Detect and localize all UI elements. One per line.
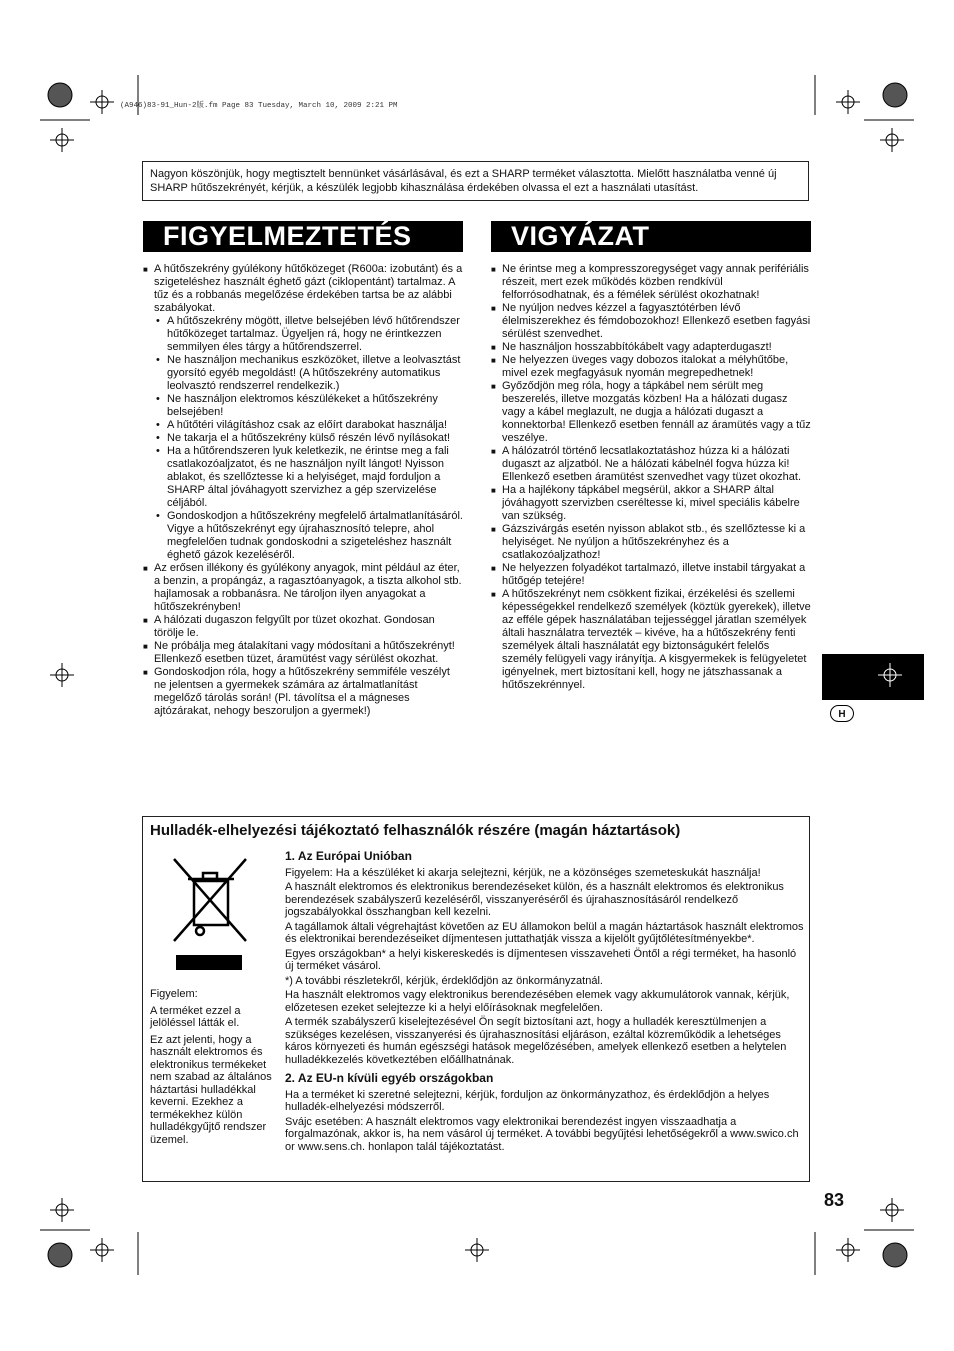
tab-register-mark bbox=[822, 654, 924, 700]
warning-subitem: • A hűtőszekrény mögött, illetve belsejében lévő hűtőrendszer hűtőközeget tartalmaz. Ügyeljen rá, hogy ne érintkezzen semmilyen éles tárgy a hűtőrendszerrel. bbox=[156, 315, 463, 354]
warning-subitem: • Gondoskodjon a hűtőszekrény megfelelő ártalmatlanításáról. Vigye a hűtőszekrényt egy újrahasznosító telepre, ahol megfelelően tudnak gondoskodni a szigeteléshez használt éghető gázok kezeléséről. bbox=[156, 510, 463, 562]
section2-para: Ha a terméket ki szeretné selejtezni, kérjük, forduljon az önkormányzathoz, és érdeklődjön a helyes hulladék-elhelyezési módszerről. bbox=[285, 1088, 770, 1113]
side-para: A terméket ezzel a jelöléssel látták el. bbox=[150, 1004, 241, 1029]
warning-item: ■ Gondoskodjon róla, hogy a hűtőszekrény semmiféle veszélyt ne jelentsen a gyermekek számára az ártalmatlanítást megelőző tárolás során! (Pl. távolítsa el a mágneses ajtózárakat, nehogy beszoruljon a gyermek!) bbox=[143, 666, 463, 718]
warning-item: ■ A hűtőszekrény gyúlékony hűtőközeget (R600a: izobutánt) és a szigeteléshez használt éghető gázt (ciklopentánt) tartalmaz. A tűz és a robbanás megelőzése érdekében tartsa be az alábbi szabályokat. bbox=[143, 263, 463, 315]
caution-banner: VIGYÁZAT bbox=[491, 221, 811, 252]
caution-item: ■ Ne nyúljon nedves kézzel a fagyasztótérben lévő élelmiszerekhez és fémdobozokhoz! Ellenkező esetben fagyási sérülést szenvedhet. bbox=[491, 302, 811, 341]
section1-para: Ha használt elektromos vagy elektronikus berendezésében elemek vagy akkumulátorok vannak, kérjük, előzetesen ezeket selejtezze ki a helyi előírásoknak megfelelően. bbox=[285, 989, 790, 1014]
section1-para: *) A további részletekről, kérjük, érdeklődjön az önkormányzatnál. bbox=[285, 974, 603, 987]
warning-subitem: • Ne használjon mechanikus eszközöket, illetve a leolvasztást gyorsító egyéb megoldást! (A hűtőszekrény automatikus leolvasztó rendszerrel rendelkezik.) bbox=[156, 354, 463, 393]
caution-item: ■ Ne érintse meg a kompresszoregységet vagy annak perifériális részeit, mert ezek működés közben rendkívül felforrósodhatnak, és a fémélek sérülést okozhatnak! bbox=[491, 263, 811, 302]
section1-para: A tagállamok általi végrehajtást követően az EU államokon belül a magán háztartások használt elektromos és elektronikai berendezéseiket díjmentesen juttathatják vissza a kijelölt gyűjtőlétesítményekbe*. bbox=[285, 920, 804, 945]
warning-item: ■ A hálózati dugaszon felgyűlt por tüzet okozhat. Gondosan törölje le. bbox=[143, 614, 463, 640]
section1-para: A használt elektromos és elektronikus berendezéseket külön, és a használt elektromos és elektronikus berendezések szabályszerű kezeléséről, visszanyeréséről és újrahasznosításáról rendelkező jogszabályokkal összhangban kell kezelni. bbox=[285, 881, 784, 918]
bin-black-bar bbox=[176, 955, 242, 970]
intro-box: Nagyon köszönjük, hogy megtisztelt bennünket vásárlásával, és ezt a SHARP terméket választotta. Mielőtt használatba venné új SHARP hűtőszekrényét, kérjük, a készülék legjobb kihasználása érdekében olvassa el ezt a használati utasítást. bbox=[142, 161, 809, 201]
section1-para: A termék szabályszerű kiselejtezésével Ön segít biztosítani azt, hogy a hulladék keresztülmenjen a szükséges kezelésen, visszanyerési és újrahasznosítási eljáráson, ezáltal közreműködik a lehetséges káros környezeti és humán egészségi hatások megelőzésében, amelyek ellenkező esetben a helytelen hulladékkezelés következtében előállhatnának. bbox=[285, 1016, 787, 1066]
waste-body bbox=[285, 850, 805, 1155]
section2-para: Svájc esetében: A használt elektromos vagy elektronikai berendezést ingyen visszaadhatja a forgalmazónak, akkor is, ha nem vásárol új terméket. A további begyűjtési lehetőségekről a www.swico.ch or www.sens.ch. honlapon talál tájékoztatást. bbox=[285, 1115, 799, 1153]
caution-item: ■ Ne helyezzen folyadékot tartalmazó, illetve instabil tárgyakat a hűtőgép tetejére! bbox=[491, 562, 811, 588]
caution-item: ■ A hűtőszekrényt nem csökkent fizikai, érzékelési és szellemi képességekkel rendelkező személyek (köztük gyerekek), illetve az efféle gépek használatában tejjességgel járatlan személyek általi használatra tervezték – kivéve, ha a hűtőszekrény fenti személyek általi használatát egy biztonságukért felelős személy felügyeli vagy irányítja. A kisgyermekek is felügyeletet igényelnek, mert biztosítani kell, hogy ne játszhassanak a hűtőszekrénnyel. bbox=[491, 588, 811, 692]
language-tab bbox=[822, 654, 924, 700]
section1-para: Figyelem: Ha a készüléket ki akarja selejtezni, kérjük, ne a közönséges szemeteskukát használja! bbox=[285, 866, 761, 879]
caution-item: ■ Ne helyezzen üveges vagy dobozos italokat a mélyhűtőbe, mivel ezek megfagyásuk nyomán megrepedhetnek! bbox=[491, 354, 811, 380]
waste-side-text bbox=[150, 988, 278, 1150]
caution-item: ■ Ha a hajlékony tápkábel megsérül, akkor a SHARP által jóváhagyott szervizben cseréltesse ki, mivel speciális kábelre van szükség. bbox=[491, 484, 811, 523]
warning-subitem: • Ne takarja el a hűtőszekrény külső részén lévő nyílásokat! bbox=[156, 432, 463, 445]
caution-list bbox=[491, 263, 811, 692]
warning-item: ■ Az erősen illékony és gyúlékony anyagok, mint például az éter, a benzin, a propángáz, a ragasztóanyagok, a tiszta alkohol stb. hajlamosak a robbanásra. Ne tároljon ilyen anyagokat a hűtőszekrényben! bbox=[143, 562, 463, 614]
warning-subitem: • Ha a hűtőrendszeren lyuk keletkezik, ne érintse meg a fali csatlakozóaljzatot, és ne használjon nyílt lángot! Nyisson ablakot, és szellőztesse ki a helyiséget, majd forduljon a SHARP által jóváhagyott szervizhez a gép szervizelése céljából. bbox=[156, 445, 463, 510]
section2-heading: 2. Az EU-n kívüli egyéb országokban bbox=[285, 1071, 494, 1085]
caution-item: ■ Győződjön meg róla, hogy a tápkábel nem sérült meg beszerelés, illetve mozgatás közben! Ha a hálózati dugasz vagy a kábel meglazult, ne dugja a hálózati dugaszt a konnektorba! Ellenkező esetben fennáll az áramütés vagy a tűz veszélye. bbox=[491, 380, 811, 445]
page-number: 83 bbox=[824, 1190, 845, 1210]
caution-item: ■ Gázszivárgás esetén nyisson ablakot stb., és szellőztesse ki a helyiséget. Ne nyúljon a hűtőszekrényhez és a csatlakozóaljzathoz! bbox=[491, 523, 811, 562]
warning-list bbox=[143, 263, 463, 718]
language-label: H bbox=[830, 705, 854, 722]
section1-heading: 1. Az Európai Unióban bbox=[285, 849, 412, 863]
warning-banner: FIGYELMEZTETÉS bbox=[143, 221, 463, 252]
waste-title: Hulladék-elhelyezési tájékoztató felhasználók részére (magán háztartások) bbox=[150, 822, 681, 839]
side-para: Figyelem: bbox=[150, 988, 198, 1000]
side-para: Ez azt jelenti, hogy a használt elektromos és elektronikus termékeket nem szabad az általános háztartási hulladékkal keverni. Ezekhez a termékekhez külön hulladékgyűjtő rendszer üzemel. bbox=[150, 1033, 272, 1146]
caution-item: ■ Ne használjon hosszabbítókábelt vagy adapterdugaszt! bbox=[491, 341, 811, 354]
warning-subitem: • Ne használjon elektromos készülékeket a hűtőszekrény belsejében! bbox=[156, 393, 463, 419]
warning-item: ■ Ne próbálja meg átalakítani vagy módosítani a hűtőszekrényt! Ellenkező esetben tüzet, áramütést vagy sérülést okozhat. bbox=[143, 640, 463, 666]
section1-para: Egyes országokban* a helyi kiskereskedés is díjmentesen visszaveheti Öntől a régi terméket, ha hasonló új terméket vásárol. bbox=[285, 947, 797, 972]
caution-item: ■ A hálózatról történő lecsatlakoztatáshoz húzza ki a hálózati dugaszt az aljzatból. Ne a hálózati kábelnél fogva húzza ki! Ellenkező esetben áramütést szenvedhet vagy tüzet okozhat. bbox=[491, 445, 811, 484]
file-header: (A946)83-91_Hun-2版.fm Page 83 Tuesday, March 10, 2009 2:21 PM bbox=[120, 102, 398, 110]
warning-subitem: • A hűtőtéri világításhoz csak az előírt darabokat használja! bbox=[156, 419, 463, 432]
